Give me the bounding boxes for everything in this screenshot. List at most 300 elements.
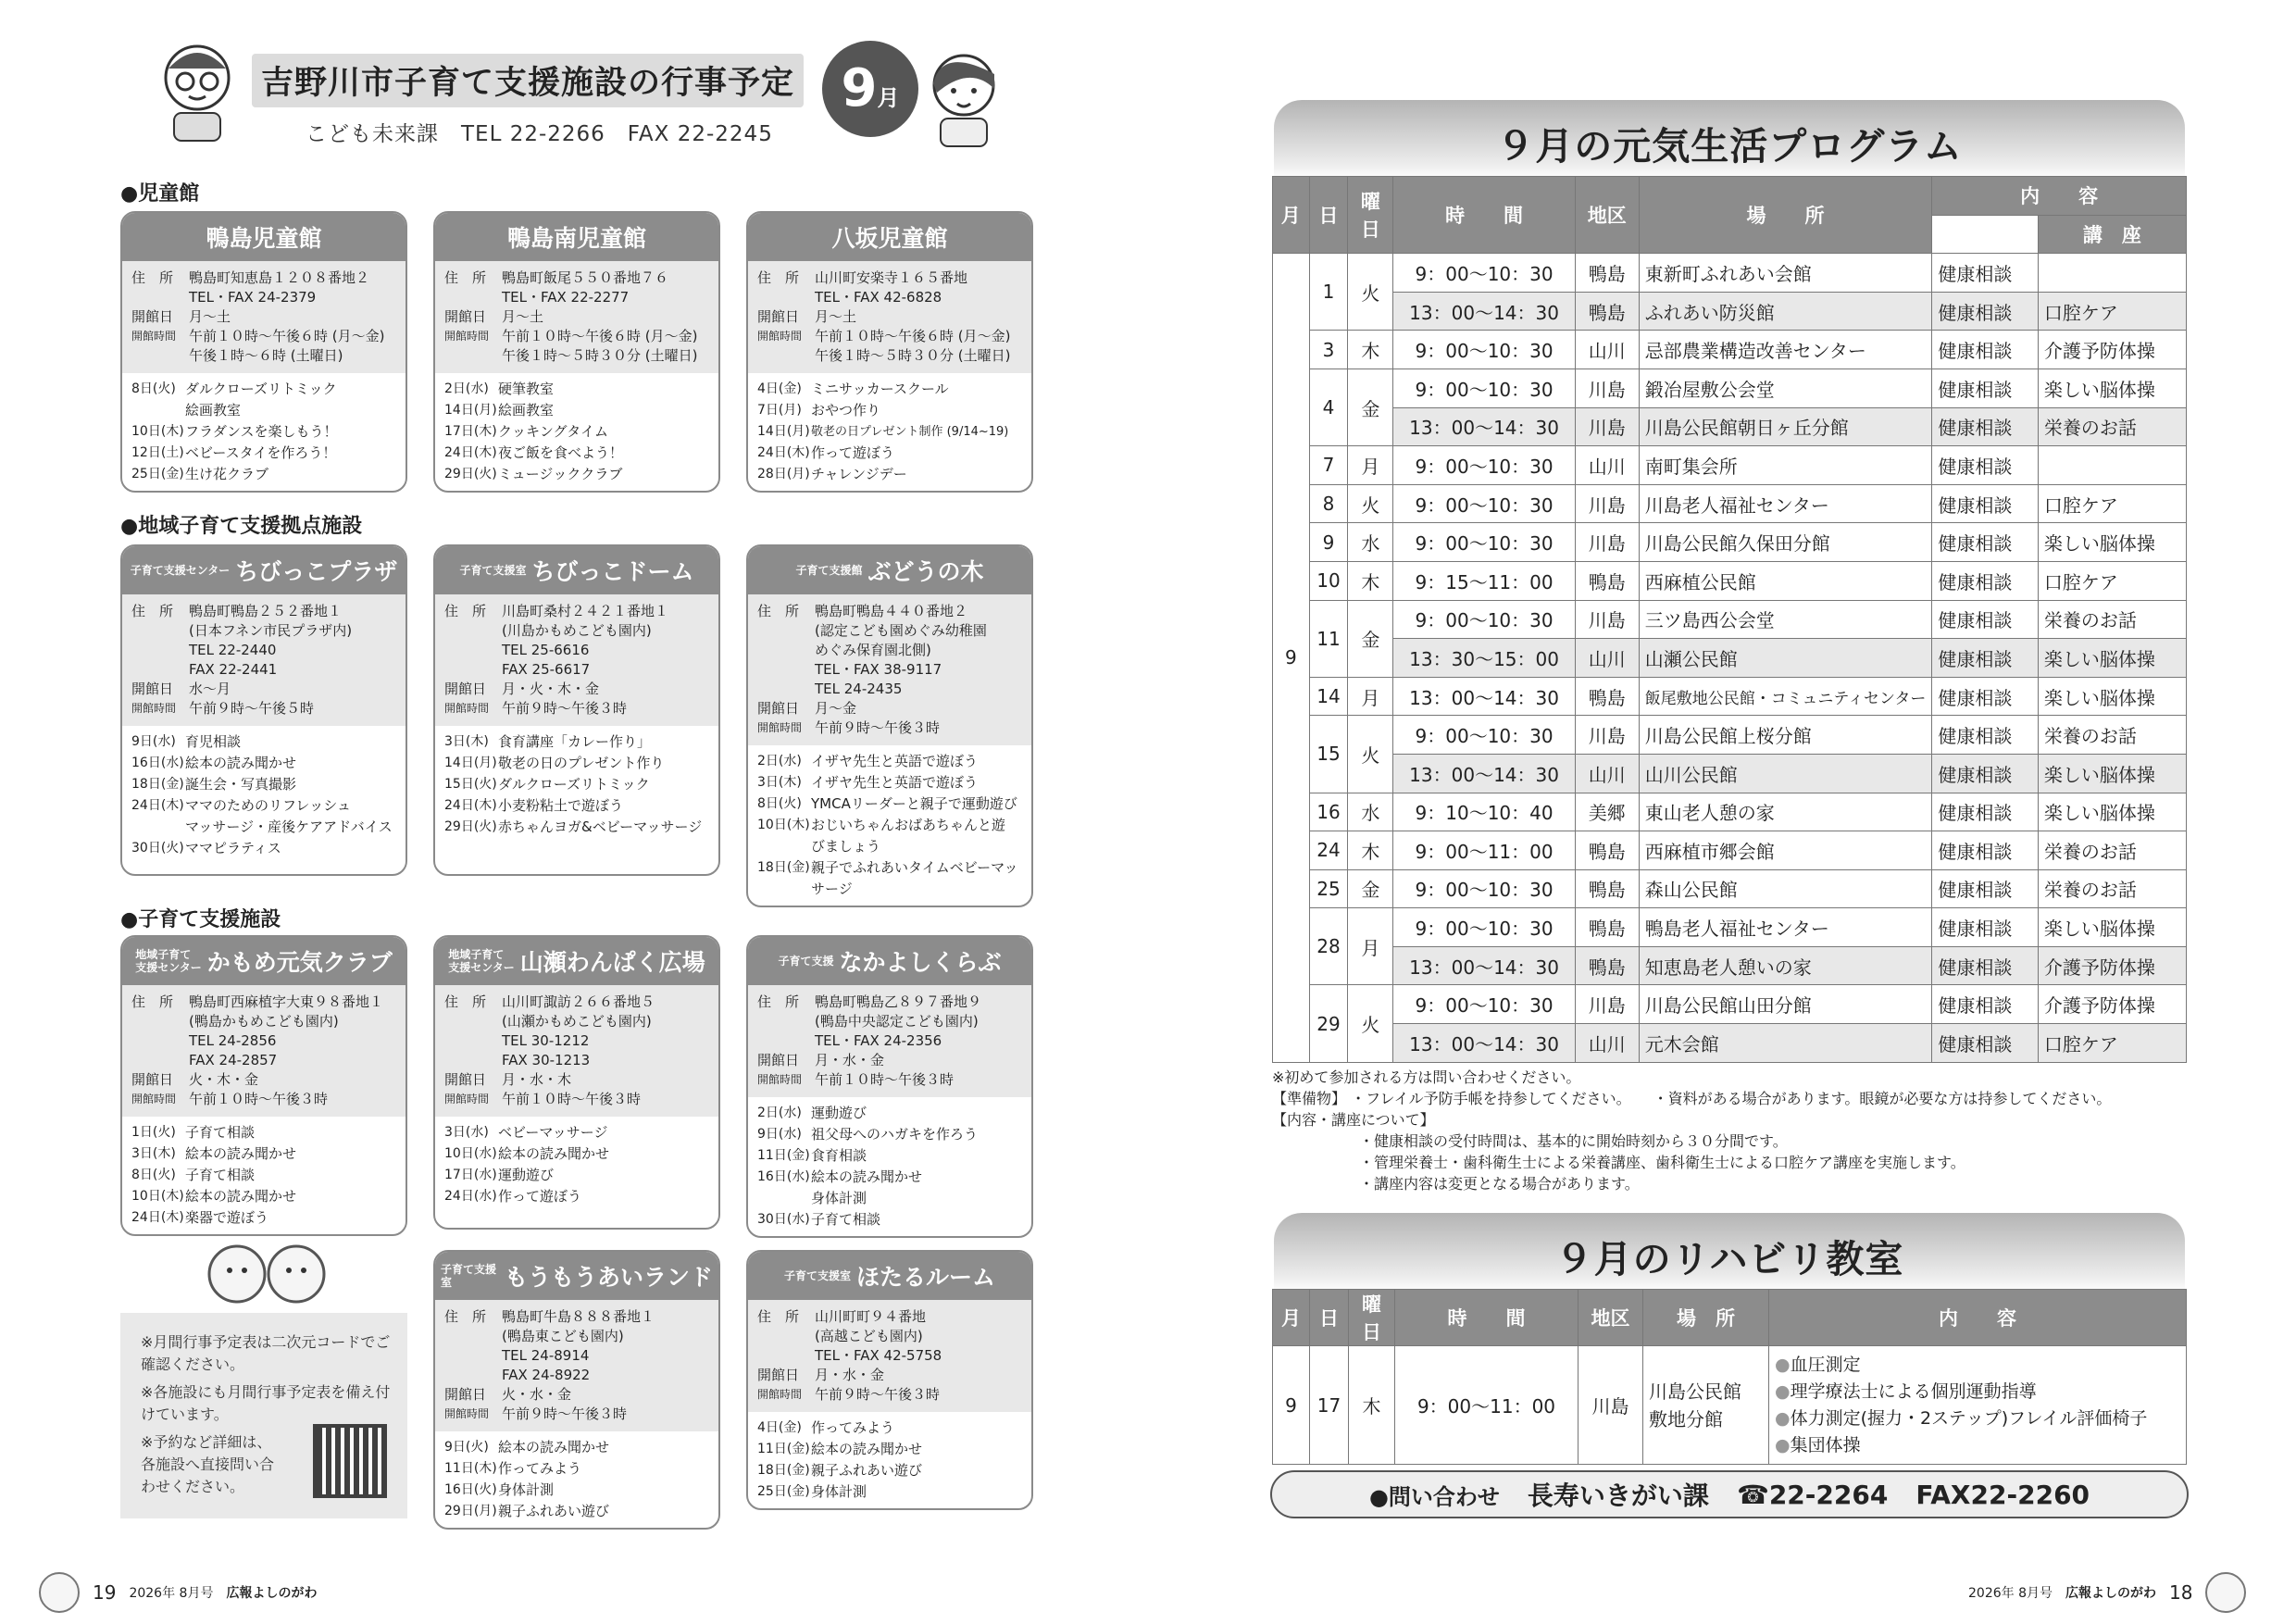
qr-note-2: ※各施設にも月間行事予定表を備え付けています。: [141, 1383, 391, 1423]
info-key: 開館日: [757, 1052, 800, 1068]
footer-name-right: 広報よしのがわ: [2065, 1586, 2156, 1601]
event-date: 2日(水): [444, 381, 489, 396]
event-row: [131, 1207, 396, 1229]
info-value: (高越こども園内): [815, 1328, 923, 1344]
program-day: 9: [1309, 523, 1348, 562]
rehab-col-day: 日: [1310, 1290, 1349, 1346]
info-key: [131, 621, 189, 641]
facility-card: [746, 1250, 1033, 1510]
col-course: 講 座: [2038, 215, 2186, 254]
event-row: [131, 1122, 396, 1143]
program-place: 忌部農業構造改善センター: [1639, 331, 1932, 369]
program-time: 13：00～14：30: [1393, 677, 1575, 716]
event-row: [131, 400, 396, 421]
qr-mascots: [202, 1241, 331, 1311]
facility-card-header: [122, 213, 406, 261]
program-area: 鴨島: [1575, 908, 1639, 947]
facility-events: [122, 726, 406, 865]
event-title: 親子ふれあい遊び: [811, 1462, 923, 1479]
facility-card-header: [435, 546, 718, 594]
program-content: 健康相談: [1932, 985, 2039, 1024]
program-area: 山川: [1575, 754, 1639, 793]
program-course: [2038, 446, 2186, 485]
event-row: [444, 443, 709, 464]
program-area: 鴨島: [1575, 946, 1639, 985]
rehab-area: 川島: [1578, 1346, 1643, 1465]
event-date: 3日(木): [757, 775, 802, 790]
event-row: [444, 817, 709, 838]
event-row: [757, 1145, 1022, 1167]
event-title: 夜ご飯を食べよう！: [498, 444, 624, 461]
program-place: 西麻植公民館: [1639, 561, 1932, 600]
event-date: [131, 817, 185, 838]
event-date: 24日(木): [757, 445, 810, 460]
info-value: 鴨島町知恵島１２０８番地２: [189, 269, 370, 286]
program-course: 楽しい脳体操: [2038, 754, 2186, 793]
info-key: 住 所: [757, 993, 800, 1010]
info-key: 開館日: [444, 308, 487, 325]
facility-card: [120, 211, 407, 493]
info-value: (鴨島かもめこども園内): [189, 1013, 339, 1030]
facility-card: [120, 935, 407, 1236]
info-value: FAX 30-1213: [502, 1052, 591, 1068]
event-date: 24日(木): [131, 798, 184, 813]
info-key: 開館時間: [131, 330, 177, 343]
program-place: 森山公民館: [1639, 869, 1932, 908]
info-value: 火・木・金: [189, 1071, 259, 1088]
program-time: 13：00～14：30: [1393, 946, 1575, 985]
info-key: 開館時間: [131, 1093, 177, 1106]
event-row: [757, 443, 1022, 464]
program-course: 栄養のお話: [2038, 869, 2186, 908]
info-value: 午前１０時～午後３時: [189, 1091, 329, 1107]
program-dow: 木: [1348, 831, 1393, 870]
facility-card: [746, 211, 1033, 493]
facility-info: [748, 261, 1031, 373]
info-value: 月～土: [815, 308, 857, 325]
program-content: 健康相談: [1932, 754, 2039, 793]
event-row: [757, 400, 1022, 421]
program-time: 9：00～10：30: [1393, 908, 1575, 947]
info-key: 開館時間: [757, 1388, 803, 1401]
program-day: 29: [1309, 985, 1348, 1062]
info-value: 午後１時～６時 (土曜日): [189, 347, 343, 364]
program-time: 9：10～10：40: [1393, 793, 1575, 831]
event-title: イザヤ先生と英語で遊ぼう: [811, 774, 979, 791]
event-title: 子育て相談: [185, 1124, 256, 1141]
info-key: 開館日: [444, 1071, 487, 1088]
program-day: 25: [1309, 869, 1348, 908]
genki-title: ９月の元気生活プログラム: [1274, 100, 2185, 180]
section-chiiki: ●地域子育て支援拠点施設: [120, 515, 363, 538]
facility-name: 鴨島児童館: [206, 225, 322, 252]
program-area: 川島: [1575, 985, 1639, 1024]
info-key: [444, 346, 502, 366]
facility-info: [122, 261, 406, 373]
info-key: 住 所: [757, 1308, 800, 1325]
event-row: [444, 379, 709, 400]
event-row: [444, 400, 709, 421]
note-reception: ・健康相談の受付時間は、基本的に開始時刻から３０分間です。: [1359, 1132, 1788, 1150]
info-value: TEL 24-8914: [502, 1347, 590, 1364]
event-row: [444, 795, 709, 817]
event-date: 12日(土): [131, 445, 184, 460]
program-row: [1273, 754, 2187, 793]
info-value: (認定こども園めぐみ幼稚園: [815, 622, 987, 639]
event-date: 3日(水): [444, 1125, 489, 1140]
event-row: [131, 1143, 396, 1165]
rehab-title: ９月のリハビリ教室: [1274, 1213, 2185, 1293]
event-row: [757, 1209, 1022, 1230]
program-area: 鴨島: [1575, 254, 1639, 293]
program-day: 4: [1309, 369, 1348, 445]
month-suffix: 月: [877, 85, 900, 111]
event-date: 16日(水): [757, 1169, 810, 1184]
event-title: 祖父母へのハガキを作ろう: [811, 1126, 979, 1143]
program-area: 川島: [1575, 523, 1639, 562]
program-course: [2038, 254, 2186, 293]
event-title: 楽器で遊ぼう: [185, 1209, 269, 1226]
event-title: 絵本の読み聞かせ: [185, 755, 297, 771]
event-title: 硬筆教室: [498, 381, 555, 397]
event-title: ミュージッククラブ: [498, 466, 623, 482]
rehab-col-time: 時 間: [1395, 1290, 1578, 1346]
info-key: [444, 1051, 502, 1070]
event-title: 身体計測: [811, 1190, 867, 1206]
info-value: TEL・FAX 24-2379: [189, 289, 317, 306]
program-time: 13：00～14：30: [1393, 1024, 1575, 1063]
program-content: 健康相談: [1932, 407, 2039, 446]
rehab-col-place: 場 所: [1643, 1290, 1769, 1346]
program-place: 川島公民館上桜分館: [1639, 716, 1932, 755]
info-value: 午前１０時～午後６時 (月～金): [815, 328, 1011, 344]
facility-info: [435, 594, 718, 726]
info-value: 月・水・金: [815, 1367, 885, 1383]
rehab-place-1: 川島公民館: [1649, 1380, 1741, 1403]
program-content: 健康相談: [1932, 331, 2039, 369]
info-key: [131, 346, 189, 366]
facility-events: [748, 1097, 1031, 1236]
facility-card-header: [435, 1252, 718, 1300]
info-key: [757, 641, 815, 660]
info-key: [757, 660, 815, 680]
info-key: 住 所: [757, 603, 800, 619]
facility-card-header: [122, 546, 406, 594]
info-value: TEL 30-1212: [502, 1032, 590, 1049]
info-value: 午前１０時～午後６時 (月～金): [189, 328, 385, 344]
event-row: [131, 464, 396, 485]
event-title: 子育て相談: [185, 1167, 256, 1183]
facility-type: 子育て支援センター: [130, 564, 231, 577]
program-course: 楽しい脳体操: [2038, 793, 2186, 831]
facility-card: [120, 544, 407, 876]
facility-type: 子育て支援館: [795, 564, 863, 577]
info-key: 開館日: [131, 681, 174, 697]
event-title: 絵本の読み聞かせ: [498, 1145, 610, 1162]
program-day: 11: [1309, 600, 1348, 677]
event-date: 16日(水): [131, 756, 184, 770]
info-key: [757, 621, 815, 641]
program-place: 川島公民館山田分館: [1639, 985, 1932, 1024]
section-jidokan: ●児童館: [120, 182, 200, 206]
facility-type: 子育て支援室: [783, 1269, 851, 1282]
info-value: 鴨島町鴨島４４０番地２: [815, 603, 968, 619]
program-dow: 月: [1348, 446, 1393, 485]
info-value: TEL 25-6616: [502, 642, 590, 658]
program-month: 9: [1273, 254, 1310, 1062]
footer-page-right: 18: [2169, 1581, 2193, 1604]
info-key: [444, 641, 502, 660]
program-area: 川島: [1575, 484, 1639, 523]
event-title: 親子ふれあい遊び: [498, 1503, 610, 1519]
event-row: [444, 1437, 709, 1458]
event-row: [444, 1143, 709, 1165]
program-place: 川島老人福祉センター: [1639, 484, 1932, 523]
event-row: [444, 753, 709, 774]
col-place: 場 所: [1639, 177, 1932, 254]
facility-events: [435, 373, 718, 491]
rehab-col-area: 地区: [1578, 1290, 1643, 1346]
event-date: 24日(木): [444, 798, 497, 813]
info-key: 開館日: [757, 1367, 800, 1383]
info-value: 鴨島町西麻植字大東９８番地１: [189, 993, 384, 1010]
rehab-dow: 木: [1349, 1346, 1395, 1465]
program-day: 3: [1309, 331, 1348, 369]
event-row: [131, 1186, 396, 1207]
footer-issue-left: 2026年 8月号: [129, 1586, 214, 1601]
col-dow: 曜日: [1348, 177, 1393, 254]
event-row: [131, 443, 396, 464]
facility-info: [748, 985, 1031, 1097]
info-key: 住 所: [444, 269, 487, 286]
info-key: [131, 1031, 189, 1051]
event-title: ママのためのリフレッシュ: [185, 797, 351, 814]
event-date: [757, 836, 811, 857]
col-area: 地区: [1575, 177, 1639, 254]
facility-type: 子育て支援室: [459, 564, 527, 577]
event-title: 食育相談: [811, 1147, 867, 1164]
event-date: 10日(木): [131, 1189, 184, 1204]
rehab-time: 9：00～11：00: [1395, 1346, 1578, 1465]
facility-type: 地域子育て 支援センター: [448, 948, 515, 974]
program-place: 山川公民館: [1639, 754, 1932, 793]
program-content: 健康相談: [1932, 831, 2039, 870]
rehab-month: 9: [1273, 1346, 1310, 1465]
program-place: 川島公民館朝日ヶ丘分館: [1639, 407, 1932, 446]
event-date: 25日(金): [131, 467, 184, 481]
event-date: 9日(火): [444, 1440, 489, 1455]
event-row: [757, 1167, 1022, 1188]
contact-label: ●問い合わせ: [1368, 1483, 1500, 1510]
facility-name: 山瀬わんぱく広場: [519, 949, 705, 976]
note-first: ※初めて参加される方は問い合わせください。: [1272, 1068, 1581, 1086]
event-row: [131, 1165, 396, 1186]
rehab-col-content: 内 容: [1769, 1290, 2187, 1346]
facility-name: 八坂児童館: [831, 225, 948, 252]
event-title: 生け花クラブ: [185, 466, 269, 482]
info-key: [131, 660, 189, 680]
info-key: [757, 680, 815, 699]
note-change: ・講座内容は変更となる場合があります。: [1359, 1175, 1640, 1193]
program-dow: 水: [1348, 523, 1393, 562]
program-dow: 火: [1348, 484, 1393, 523]
program-row: [1273, 1024, 2187, 1063]
program-row: [1273, 407, 2187, 446]
info-key: 住 所: [131, 603, 174, 619]
program-day: 10: [1309, 561, 1348, 600]
facility-type: 地域子育て 支援センター: [135, 948, 202, 974]
event-row: [757, 379, 1022, 400]
qr-code-icon[interactable]: [317, 1428, 383, 1494]
qr-note-3: ※予約など詳細は、各施設へ直接問い合わせください。: [141, 1433, 275, 1495]
info-value: 月・水・金: [815, 1052, 885, 1068]
qr-note-1: ※月間行事予定表は二次元コードでご確認ください。: [141, 1333, 391, 1373]
info-key: [757, 1327, 815, 1346]
event-title: 絵本の読み聞かせ: [811, 1168, 923, 1185]
info-value: 火・水・金: [502, 1386, 572, 1403]
info-key: 開館日: [757, 308, 800, 325]
event-title: ベビースタイを作ろう！: [185, 444, 337, 461]
event-row: [757, 1481, 1022, 1503]
program-dow: 火: [1348, 985, 1393, 1062]
program-day: 14: [1309, 677, 1348, 716]
program-course: 楽しい脳体操: [2038, 639, 2186, 678]
event-title: ママピラティス: [185, 840, 281, 856]
program-row: [1273, 639, 2187, 678]
info-key: 開館時間: [757, 330, 803, 343]
qr-note-box: [120, 1313, 407, 1518]
program-area: 山川: [1575, 446, 1639, 485]
contact-tel[interactable]: ☎22-2264: [1736, 1479, 1889, 1510]
program-course: 楽しい脳体操: [2038, 908, 2186, 947]
event-date: 18日(金): [131, 777, 184, 792]
program-area: 鴨島: [1575, 292, 1639, 331]
rehab-col-dow: 曜日: [1349, 1290, 1395, 1346]
program-dow: 金: [1348, 369, 1393, 445]
left-mascot-man: [157, 41, 237, 143]
info-value: (川島かもめこども園内): [502, 622, 652, 639]
event-title: 身体計測: [811, 1483, 867, 1500]
info-key: 住 所: [444, 603, 487, 619]
event-title: マッサージ・産後ケアアドバイス: [185, 818, 393, 835]
left-mascot-woman: [924, 46, 1004, 148]
event-row: [757, 815, 1022, 836]
program-content: 健康相談: [1932, 446, 2039, 485]
event-row: [757, 1439, 1022, 1460]
program-time: 13：00～14：30: [1393, 407, 1575, 446]
rehab-day: 17: [1310, 1346, 1349, 1465]
info-value: 水～月: [189, 681, 231, 697]
event-date: 14日(月): [757, 424, 810, 439]
footer-page-left: 19: [93, 1581, 117, 1604]
event-date: [757, 1188, 811, 1209]
info-value: 山川町町９４番地: [815, 1308, 927, 1325]
event-title: 敬老の日プレゼント制作 (9/14~19): [811, 425, 1009, 439]
event-date: 16日(火): [444, 1482, 497, 1497]
program-area: 川島: [1575, 716, 1639, 755]
page-title: 吉野川市子育て支援施設の行事予定: [252, 54, 804, 107]
info-key: 開館時間: [757, 1073, 803, 1086]
facility-name: なかよしくらぶ: [839, 949, 1002, 976]
info-value: 午前１０時～午後３時: [502, 1091, 642, 1107]
info-key: [444, 1031, 502, 1051]
event-title: 誕生会・写真撮影: [185, 776, 297, 793]
info-value: 午前１０時～午後３時: [815, 1071, 955, 1088]
info-value: (鴨島東こども園内): [502, 1328, 624, 1344]
program-course: 楽しい脳体操: [2038, 523, 2186, 562]
program-area: 山川: [1575, 639, 1639, 678]
program-time: 13：00～14：30: [1393, 754, 1575, 793]
event-title: 絵本の読み聞かせ: [185, 1188, 297, 1205]
program-content: 健康相談: [1932, 869, 2039, 908]
event-row: [444, 1501, 709, 1522]
facility-info: [435, 261, 718, 373]
facility-events: [435, 1117, 718, 1213]
program-course: 介護予防体操: [2038, 985, 2186, 1024]
event-title: 絵本の読み聞かせ: [185, 1145, 297, 1162]
program-row: [1273, 523, 2187, 562]
genki-notes: [1272, 1067, 2111, 1194]
event-date: 11日(木): [444, 1461, 497, 1476]
info-key: [757, 1031, 815, 1051]
event-row: [444, 731, 709, 753]
facility-info: [122, 985, 406, 1117]
contact-fax: FAX22-2260: [1915, 1479, 2090, 1510]
rehab-item: ●集団体操: [1775, 1434, 1861, 1455]
info-value: 午前９時～午後３時: [815, 719, 941, 736]
info-key: [757, 346, 815, 366]
program-place: 鍛冶屋敷公会堂: [1639, 369, 1932, 407]
facility-card: [433, 544, 720, 876]
info-key: [444, 621, 502, 641]
program-course: 口腔ケア: [2038, 484, 2186, 523]
event-title: 子育て相談: [811, 1211, 881, 1228]
program-dow: 火: [1348, 254, 1393, 331]
program-time: 9：00～10：30: [1393, 523, 1575, 562]
event-date: 10日(水): [444, 1146, 497, 1161]
program-content: 健康相談: [1932, 946, 2039, 985]
program-time: 9：00～10：30: [1393, 600, 1575, 639]
event-row: [131, 421, 396, 443]
event-row: [131, 774, 396, 795]
event-title: 敬老の日のプレゼント作り: [498, 755, 665, 771]
info-value: FAX 24-8922: [502, 1367, 591, 1383]
program-content: 健康相談: [1932, 292, 2039, 331]
note-lectures: ・管理栄養士・歯科衛生士による栄養講座、歯科衛生士による口腔ケア講座を実施します。: [1359, 1154, 1965, 1171]
event-title: おやつ作り: [811, 402, 881, 418]
event-date: 30日(水): [757, 1212, 810, 1227]
event-date: 7日(月): [757, 403, 802, 418]
event-title: 絵本の読み聞かせ: [811, 1441, 923, 1457]
info-key: [444, 1012, 502, 1031]
info-key: 開館時間: [444, 1093, 490, 1106]
info-value: TEL 24-2856: [189, 1032, 277, 1049]
facility-name: ほたるルーム: [856, 1264, 996, 1291]
program-content: 健康相談: [1932, 561, 2039, 600]
info-value: 川島町桑村２４２１番地１: [502, 603, 669, 619]
facility-card-header: [122, 937, 406, 985]
event-date: 30日(火): [131, 841, 184, 856]
event-title: ダルクローズリトミック: [498, 776, 650, 793]
event-date: 14日(月): [444, 756, 497, 770]
program-place: 西麻植市郷会館: [1639, 831, 1932, 870]
program-row: [1273, 331, 2187, 369]
rehab-content: [1769, 1346, 2187, 1465]
event-title: 食育講座「カレー作り」: [498, 733, 652, 750]
rehab-place-2: 敷地分館: [1649, 1407, 1723, 1430]
genki-table: [1272, 176, 2187, 1063]
info-value: 午後１時～５時３０分 (土曜日): [815, 347, 1011, 364]
